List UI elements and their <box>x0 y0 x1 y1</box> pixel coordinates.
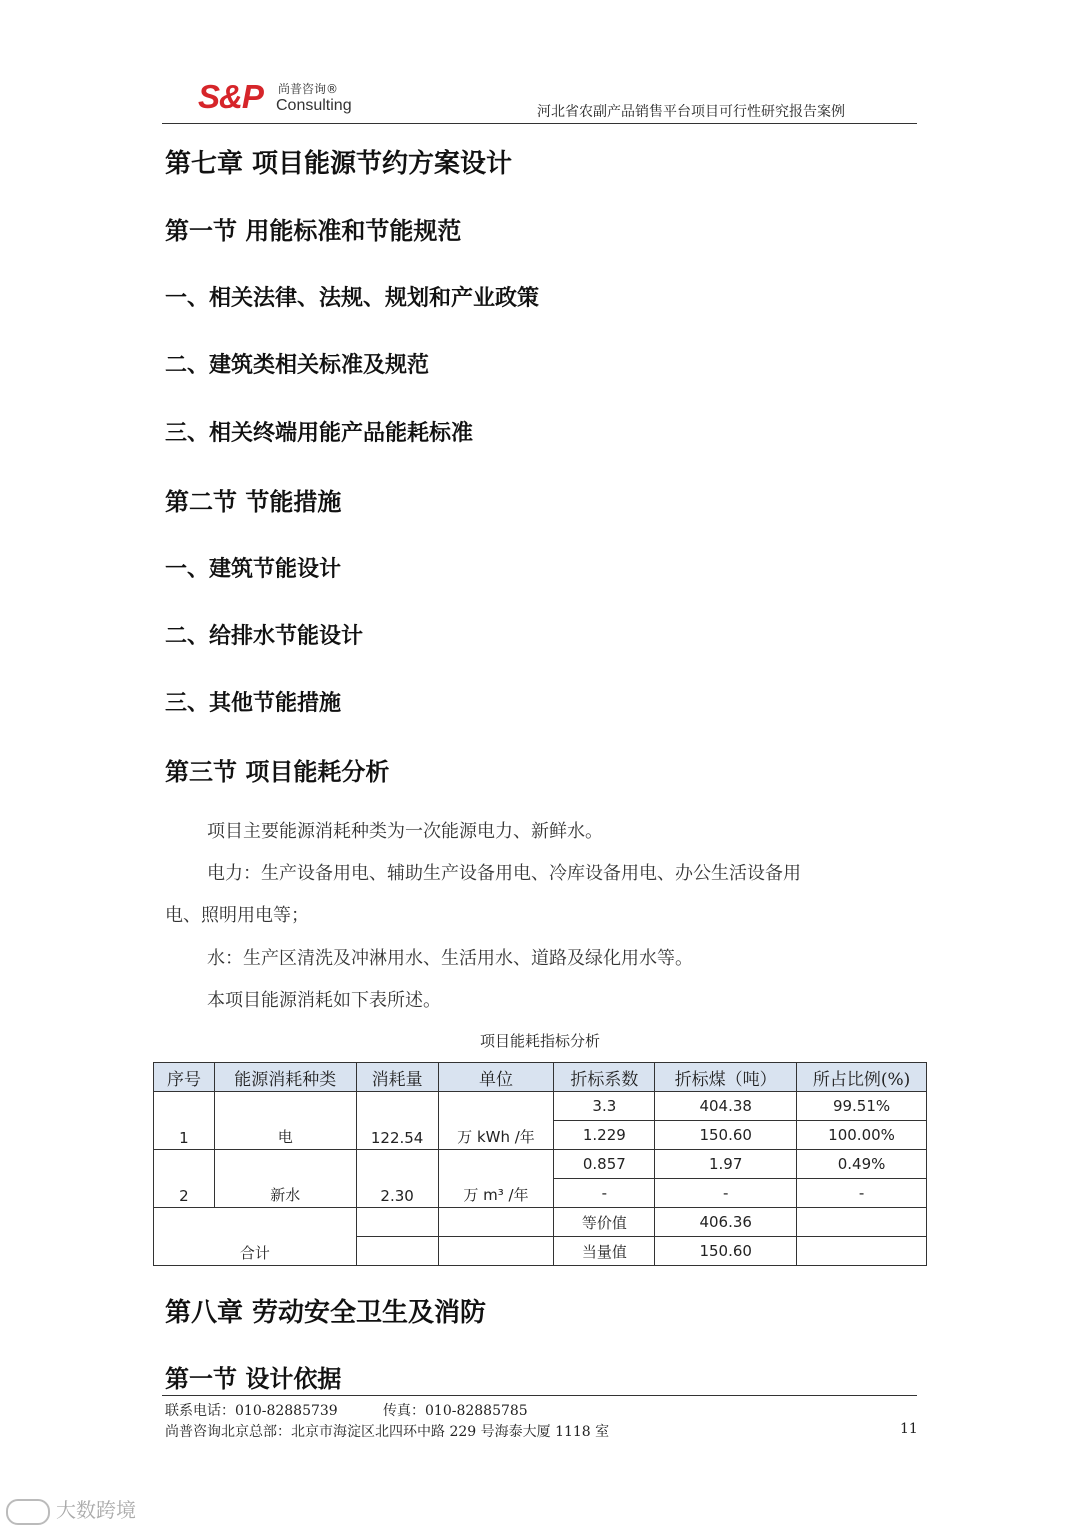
energy-type: 电 <box>214 1092 356 1150</box>
subsection-heading: 一、相关法律、法规、规划和产业政策 <box>165 285 540 311</box>
chapter-heading: 第七章 项目能源节约方案设计 <box>165 149 513 179</box>
subsection-heading: 二、建筑类相关标准及规范 <box>165 352 430 378</box>
section-heading: 第一节 用能标准和节能规范 <box>165 216 462 245</box>
unit: 万 m³ /年 <box>438 1150 554 1208</box>
empty-cell <box>438 1208 554 1237</box>
section-heading: 第二节 节能措施 <box>165 487 342 516</box>
table-row <box>154 1092 927 1121</box>
empty-cell <box>797 1237 927 1266</box>
empty-cell <box>797 1208 927 1237</box>
subsection-heading: 二、给排水节能设计 <box>165 623 364 649</box>
section-heading: 第一节 设计依据 <box>165 1364 342 1393</box>
consumption-amount: 2.30 <box>356 1150 438 1208</box>
table-row <box>154 1150 927 1179</box>
unit: 万 kWh /年 <box>438 1092 554 1150</box>
conversion-factor: - <box>554 1179 655 1208</box>
page-number: 11 <box>900 1421 918 1437</box>
conversion-factor: 1.229 <box>554 1121 655 1150</box>
footer-phone: 联系电话：010-82885739 <box>165 1403 338 1419</box>
table-header-row <box>154 1063 927 1092</box>
energy-consumption-table <box>153 1062 927 1266</box>
table-caption: 项目能耗指标分析 <box>479 1032 600 1050</box>
consumption-amount: 122.54 <box>356 1092 438 1150</box>
conversion-factor: 3.3 <box>554 1092 655 1121</box>
total-value: 406.36 <box>655 1208 797 1237</box>
watermark <box>6 1494 136 1525</box>
subsection-heading: 三、相关终端用能产品能耗标准 <box>165 420 474 446</box>
watermark-text: 大数跨境 <box>56 1498 136 1522</box>
body-paragraph: 水：生产区清洗及冲淋用水、生活用水、道路及绿化用水等。 <box>207 948 693 969</box>
body-paragraph-continued: 电、照明用电等； <box>165 905 309 926</box>
conversion-factor: 0.857 <box>554 1150 655 1179</box>
company-logo <box>198 78 388 118</box>
standard-coal: 150.60 <box>655 1121 797 1150</box>
column-header: 折标系数 <box>554 1063 655 1092</box>
footer-fax: 传真：010-82885785 <box>383 1403 528 1419</box>
column-header: 所占比例(%) <box>797 1063 927 1092</box>
row-number: 1 <box>154 1092 215 1150</box>
standard-coal: - <box>655 1179 797 1208</box>
body-paragraph: 本项目能源消耗如下表所述。 <box>207 990 441 1011</box>
section-heading: 第三节 项目能耗分析 <box>165 757 390 786</box>
row-number: 2 <box>154 1150 215 1208</box>
chapter-heading: 第八章 劳动安全卫生及消防 <box>165 1298 487 1328</box>
proportion: 99.51% <box>797 1092 927 1121</box>
header-divider <box>162 123 917 124</box>
proportion: 100.00% <box>797 1121 927 1150</box>
proportion: - <box>797 1179 927 1208</box>
standard-coal: 1.97 <box>655 1150 797 1179</box>
energy-type: 新水 <box>214 1150 356 1208</box>
footer-divider <box>162 1395 917 1396</box>
watermark-logo-icon <box>6 1499 50 1525</box>
page-header <box>162 74 917 124</box>
total-type: 等价值 <box>554 1208 655 1237</box>
total-value: 150.60 <box>655 1237 797 1266</box>
logo-english-name: Consulting <box>276 97 352 114</box>
subsection-heading: 一、建筑节能设计 <box>165 556 342 582</box>
column-header: 单位 <box>438 1063 554 1092</box>
subsection-heading: 三、其他节能措施 <box>165 690 342 716</box>
column-header: 消耗量 <box>356 1063 438 1092</box>
total-type: 当量值 <box>554 1237 655 1266</box>
table-total-row <box>154 1208 927 1237</box>
column-header: 序号 <box>154 1063 215 1092</box>
logo-chinese-name: 尚普咨询® <box>278 82 339 96</box>
footer-address: 尚普咨询北京总部：北京市海淀区北四环中路 229 号海泰大厦 1118 室 <box>165 1424 610 1440</box>
empty-cell <box>356 1237 438 1266</box>
column-header: 能源消耗种类 <box>214 1063 356 1092</box>
body-paragraph: 项目主要能源消耗种类为一次能源电力、新鲜水。 <box>207 821 603 842</box>
total-label: 合计 <box>154 1208 357 1266</box>
report-title: 河北省农副产品销售平台项目可行性研究报告案例 <box>537 104 845 120</box>
empty-cell <box>438 1237 554 1266</box>
proportion: 0.49% <box>797 1150 927 1179</box>
body-paragraph: 电力：生产设备用电、辅助生产设备用电、冷库设备用电、办公生活设备用 <box>207 863 801 884</box>
logo-mark: S&P <box>198 78 263 115</box>
empty-cell <box>356 1208 438 1237</box>
column-header: 折标煤（吨） <box>655 1063 797 1092</box>
standard-coal: 404.38 <box>655 1092 797 1121</box>
